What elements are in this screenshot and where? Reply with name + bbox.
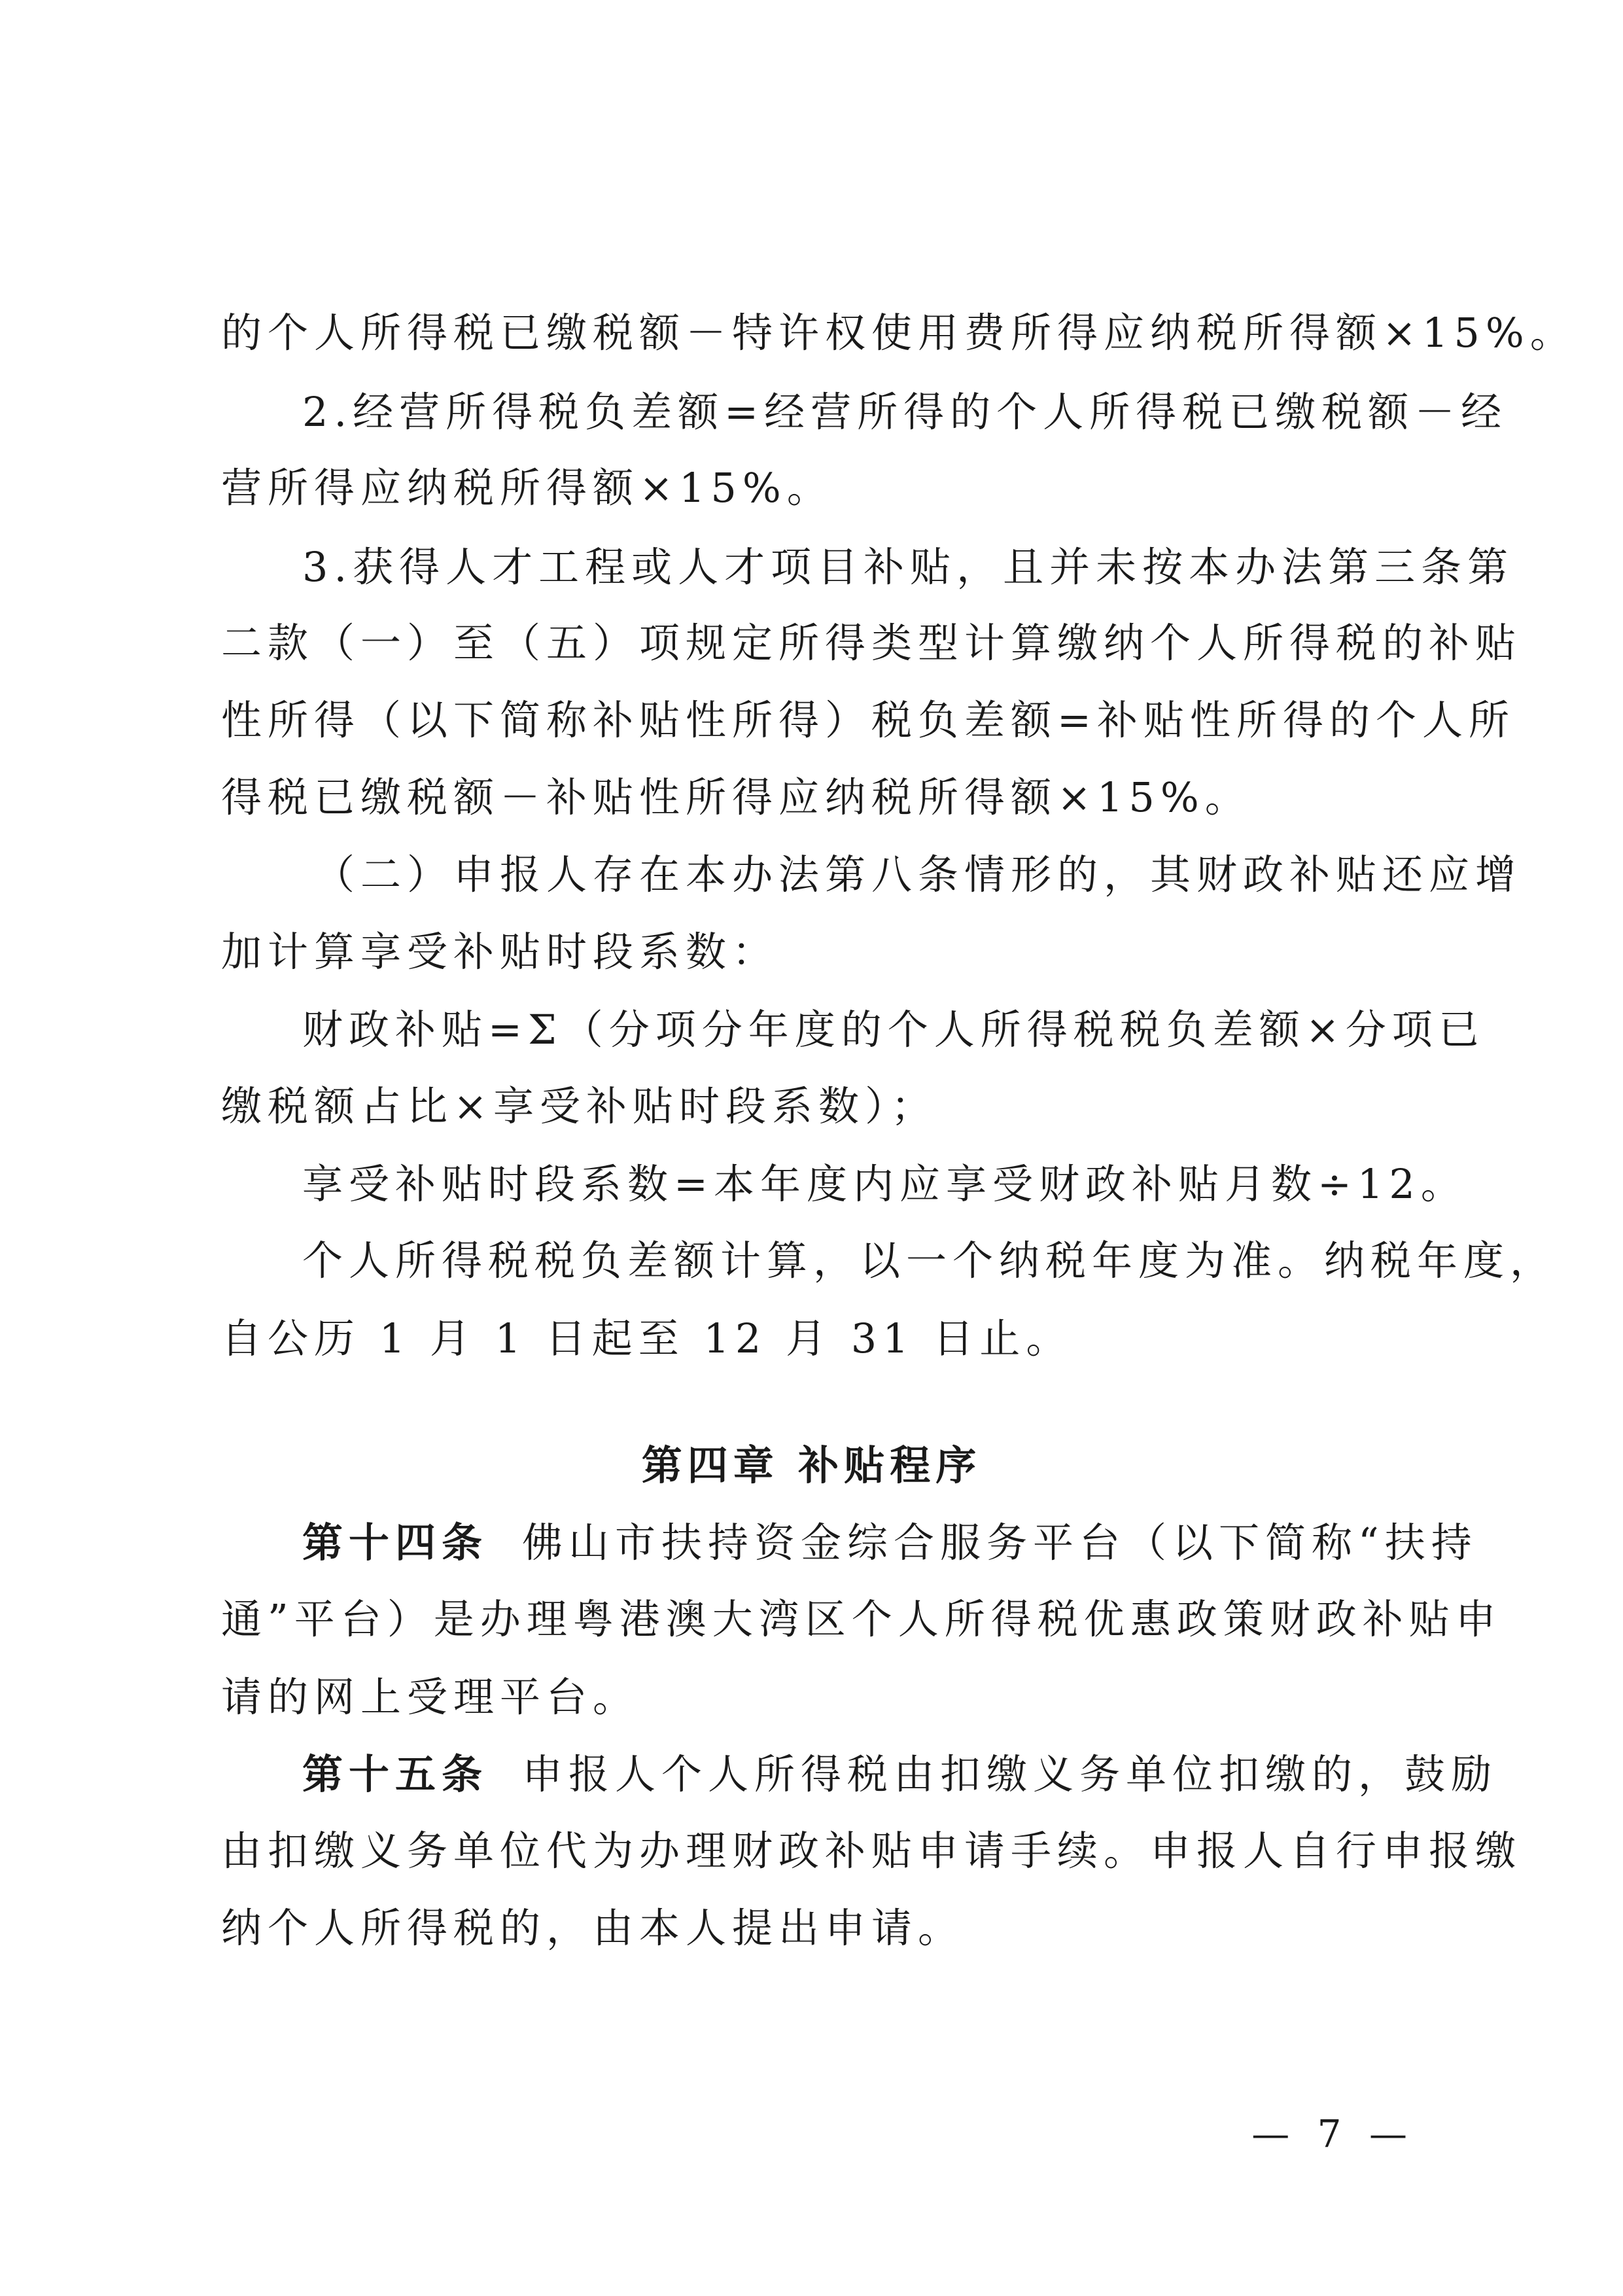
article-15-text: 申报人个人所得税由扣缴义务单位扣缴的，鼓励	[522, 1750, 1498, 1798]
page-number: — 7 —	[1251, 2111, 1415, 2156]
paragraph-line: 的个人所得税已缴税额－特许权使用费所得应纳税所得额×15%。	[221, 309, 1577, 357]
paragraph-line: 自公历 1 月 1 日起至 12 月 31 日止。	[221, 1315, 1073, 1362]
paragraph-line: 加计算享受补贴时段系数：	[221, 928, 779, 976]
chapter-title: 第四章 补贴程序	[641, 1441, 982, 1489]
formula-line: 享受补贴时段系数=本年度内应享受财政补贴月数÷12。	[302, 1160, 1467, 1208]
paragraph-line: 营所得应纳税所得额×15%。	[221, 464, 833, 512]
paragraph-line: 二款（一）至（五）项规定所得类型计算缴纳个人所得税的补贴	[221, 619, 1522, 667]
paragraph-line: 3.获得人才工程或人才项目补贴，且并未按本办法第三条第	[302, 543, 1514, 591]
article-15-line: 由扣缴义务单位代为办理财政补贴申请手续。申报人自行申报缴	[221, 1827, 1522, 1875]
article-14-line: 通”平台）是办理粤港澳大湾区个人所得税优惠政策财政补贴申	[221, 1595, 1502, 1643]
article-14-text: 佛山市扶持资金综合服务平台（以下简称“扶持	[522, 1519, 1478, 1566]
article-15-line	[302, 1748, 1498, 1801]
paragraph-line: （二）申报人存在本办法第八条情形的，其财政补贴还应增	[314, 851, 1522, 898]
paragraph-line: 得税已缴税额－补贴性所得应纳税所得额×15%。	[221, 773, 1251, 821]
paragraph-line: 个人所得税税负差额计算，以一个纳税年度为准。纳税年度，	[302, 1237, 1557, 1284]
article-14-heading: 第十四条	[302, 1519, 489, 1566]
formula-line: 缴税额占比×享受补贴时段系数）；	[221, 1082, 937, 1130]
article-14-line	[302, 1517, 1478, 1569]
formula-line: 财政补贴=Σ（分项分年度的个人所得税税负差额×分项已	[302, 1006, 1485, 1053]
article-14-line: 请的网上受理平台。	[221, 1673, 640, 1721]
paragraph-line: 性所得（以下简称补贴性所得）税负差额=补贴性所得的个人所	[221, 696, 1515, 744]
article-15-line: 纳个人所得税的，由本人提出申请。	[221, 1904, 965, 1952]
article-15-heading: 第十五条	[302, 1750, 489, 1798]
paragraph-line: 2.经营所得税负差额=经营所得的个人所得税已缴税额－经	[302, 388, 1508, 436]
